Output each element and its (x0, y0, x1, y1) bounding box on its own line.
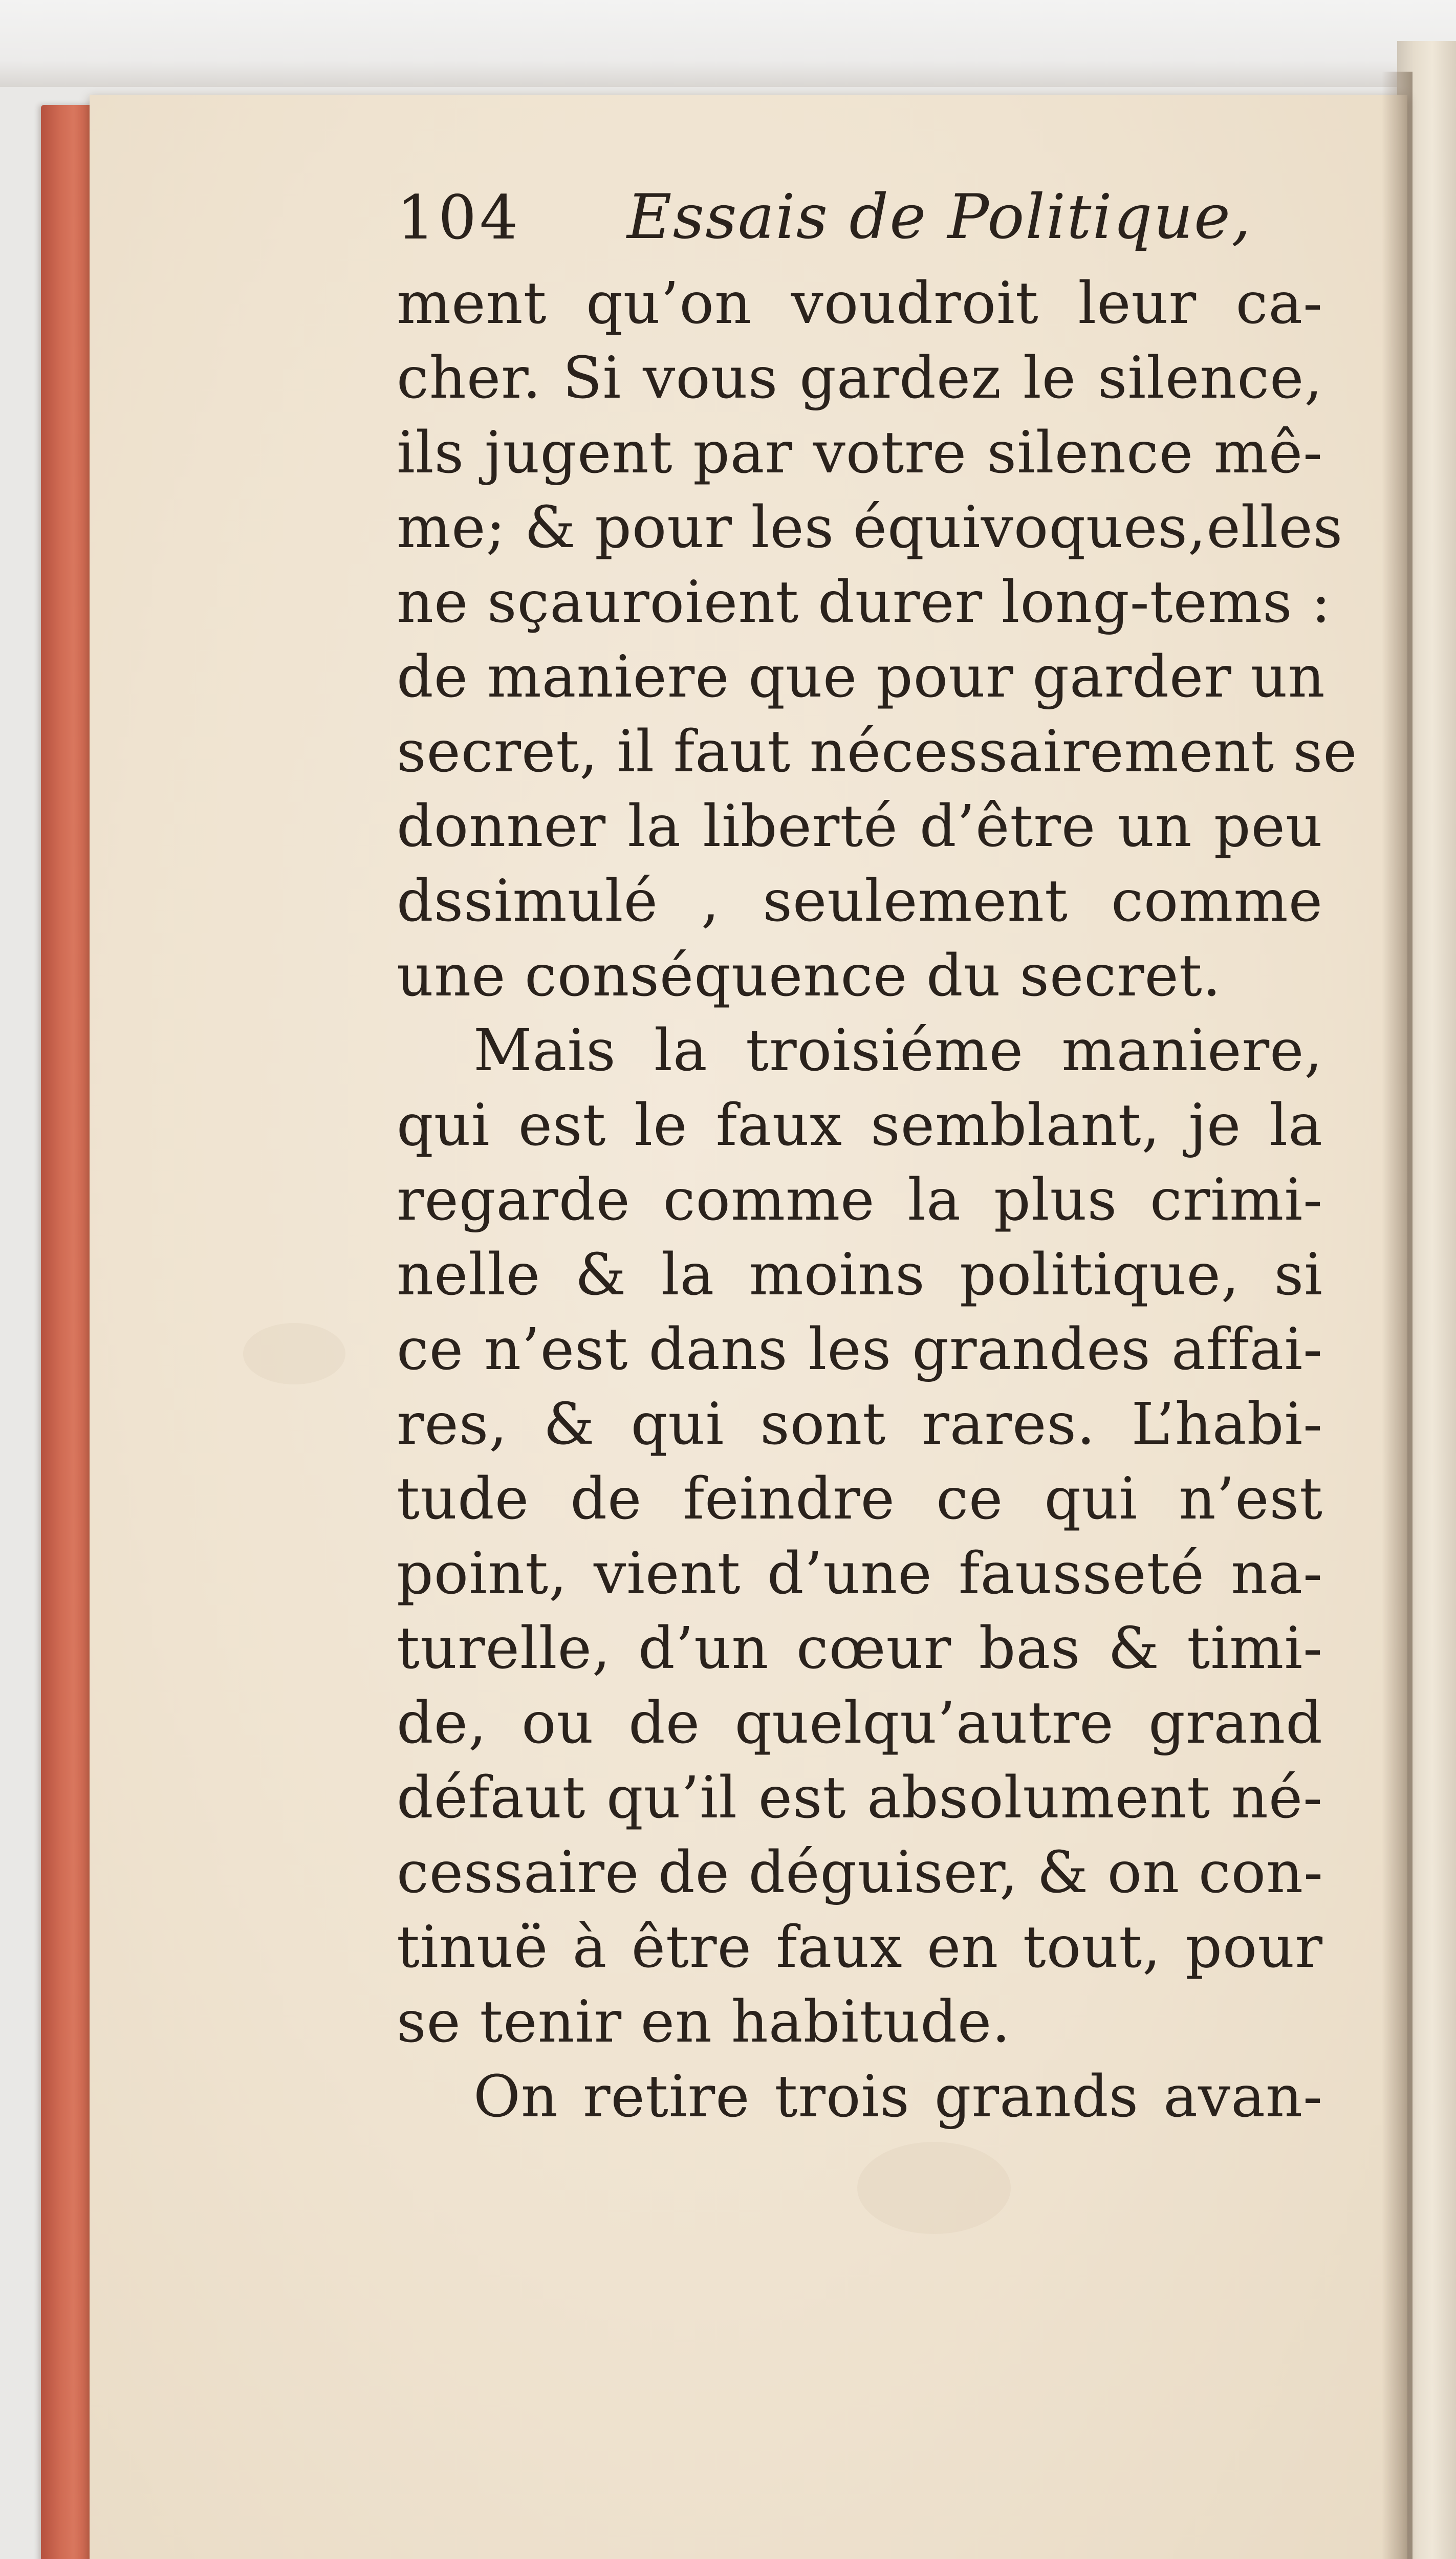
text-line: défaut qu’il est absolument né- (397, 1765, 1323, 1831)
text-line: ce n’est dans les grandes affai- (397, 1316, 1323, 1383)
text-line: On retire trois grands avan- (473, 2064, 1323, 2130)
text-line: de, ou de quelqu’autre grand (397, 1690, 1323, 1756)
running-header (397, 169, 1323, 266)
text-line: cessaire de déguiser, & on con- (397, 1839, 1323, 1906)
text-line: ment qu’on voudroit leur ca- (397, 270, 1323, 337)
text-line: ils jugent par votre silence mê- (397, 420, 1323, 486)
page-number: 104 (397, 182, 521, 253)
red-page-edge (41, 105, 95, 2559)
page-text (397, 169, 1358, 2134)
text-line: nelle & la moins politique, si (397, 1242, 1323, 1308)
body-text (397, 266, 1358, 2134)
text-line: me; & pour les équivoques,elles (397, 494, 1343, 561)
text-line: secret, il faut nécessairement se (397, 719, 1358, 785)
text-line: regarde comme la plus crimi- (397, 1167, 1323, 1233)
page-stain (857, 2142, 1011, 2234)
text-line: se tenir en habitude. (397, 1989, 1011, 2055)
gutter-shadow (1382, 72, 1412, 2559)
page-stain (243, 1323, 345, 1384)
text-line: dssimulé , seulement comme (397, 868, 1323, 935)
text-line: tinuë à être faux en tout, pour (397, 1914, 1323, 1981)
text-line: de maniere que pour garder un (397, 644, 1325, 710)
text-line: cher. Si vous gardez le silence, (397, 345, 1323, 411)
text-line: donner la liberté d’être un peu (397, 793, 1323, 860)
text-line: une conséquence du secret. (397, 943, 1222, 1009)
running-title: Essais de Politique, (627, 182, 1252, 253)
scan-background-top (0, 0, 1456, 87)
text-line: turelle, d’un cœur bas & timi- (397, 1615, 1323, 1682)
text-line: tude de feindre ce qui n’est (397, 1466, 1323, 1532)
text-line: point, vient d’une fausseté na- (397, 1541, 1323, 1607)
text-line: ne sçauroient durer long-tems : (397, 569, 1331, 636)
text-line: res, & qui sont rares. L’habi- (397, 1391, 1323, 1458)
text-line: Mais la troisiéme maniere, (473, 1017, 1323, 1084)
text-line: qui est le faux semblant, je la (397, 1092, 1323, 1159)
